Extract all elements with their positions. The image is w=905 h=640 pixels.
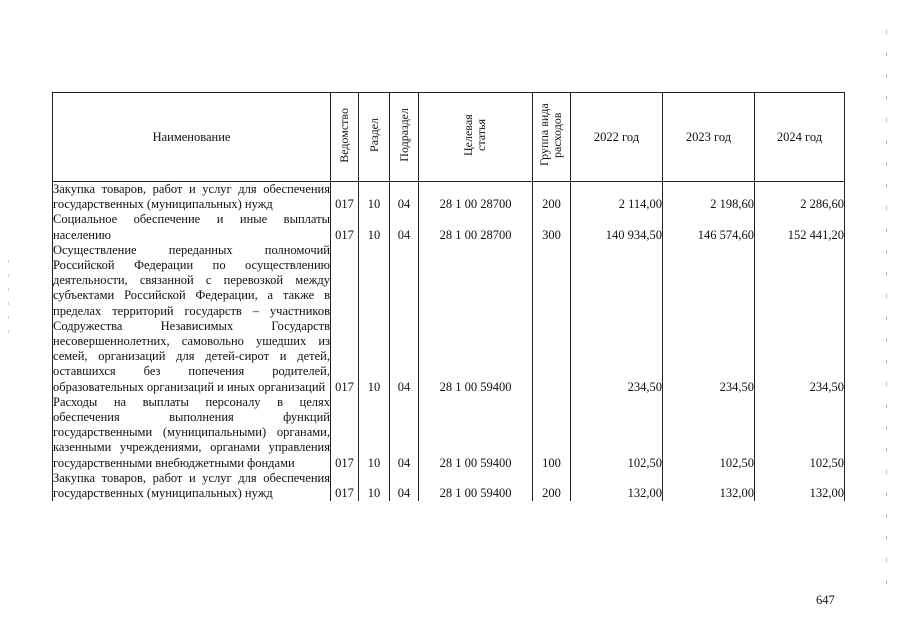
- row-2022: 102,50: [571, 395, 663, 471]
- header-subsection: Подраздел: [390, 93, 419, 182]
- table-row: [53, 182, 845, 213]
- row-2024: 234,50: [755, 243, 845, 395]
- row-target-article: 28 1 00 59400: [419, 243, 533, 395]
- row-target-article: 28 1 00 28700: [419, 182, 533, 213]
- row-subsection: 04: [390, 182, 419, 213]
- row-subsection: 04: [390, 471, 419, 501]
- row-section: 10: [359, 243, 390, 395]
- row-name: Расходы на выплаты персоналу в целях обеспечения выполнения функций государственными (муниципальными) органами, казенными учреждениями, органами управления государственными внебюджетными фондами: [53, 394, 330, 470]
- row-ministry: 017: [331, 212, 359, 242]
- row-expense-group: [533, 243, 571, 395]
- row-expense-group: 300: [533, 212, 571, 242]
- table-header-row: [53, 93, 845, 182]
- header-2022: 2022 год: [571, 93, 663, 182]
- row-expense-group: 100: [533, 395, 571, 471]
- header-2024: 2024 год: [755, 93, 845, 182]
- row-section: 10: [359, 471, 390, 501]
- row-name: Осуществление переданных полномочий Российской Федерации по осуществлению деятельности, связанной с перевозкой между субъектами Российской Федерации, а также в пределах территорий государств – участников Содружества Независимых Государств несовершеннолетних, самовольно ушедших из семей, организаций для детей-сирот и детей, оставшихся без попечения родителей, образовательных организаций и иных организаций: [53, 242, 330, 394]
- row-target-article: 28 1 00 59400: [419, 471, 533, 501]
- table-row: [53, 212, 845, 242]
- header-ministry: Ведомство: [331, 93, 359, 182]
- scan-artifact: [8, 260, 9, 340]
- row-name: Закупка товаров, работ и услуг для обеспечения государственных (муниципальных) нужд: [53, 182, 330, 212]
- row-2023: 146 574,60: [663, 212, 755, 242]
- table-row: [53, 395, 845, 471]
- row-2022: 234,50: [571, 243, 663, 395]
- header-target-article: Целевая статья: [419, 93, 533, 182]
- header-section: Раздел: [359, 93, 390, 182]
- row-name: Социальное обеспечение и иные выплаты населению: [53, 212, 330, 242]
- row-ministry: 017: [331, 471, 359, 501]
- table-row: [53, 471, 845, 501]
- row-2022: 132,00: [571, 471, 663, 501]
- page-number: 647: [816, 593, 835, 607]
- scan-artifact: [886, 30, 887, 600]
- budget-table: [52, 92, 845, 501]
- row-2023: 234,50: [663, 243, 755, 395]
- row-target-article: 28 1 00 28700: [419, 212, 533, 242]
- row-2023: 132,00: [663, 471, 755, 501]
- row-2024: 132,00: [755, 471, 845, 501]
- table-row: [53, 243, 845, 395]
- header-name: Наименование: [53, 93, 331, 182]
- row-subsection: 04: [390, 395, 419, 471]
- row-ministry: 017: [331, 182, 359, 213]
- row-ministry: 017: [331, 395, 359, 471]
- header-2023: 2023 год: [663, 93, 755, 182]
- row-2022: 140 934,50: [571, 212, 663, 242]
- row-subsection: 04: [390, 243, 419, 395]
- row-2023: 102,50: [663, 395, 755, 471]
- header-expense-group: Группа вида расходов: [533, 93, 571, 182]
- row-section: 10: [359, 182, 390, 213]
- row-target-article: 28 1 00 59400: [419, 395, 533, 471]
- row-2024: 102,50: [755, 395, 845, 471]
- row-2023: 2 198,60: [663, 182, 755, 213]
- row-expense-group: 200: [533, 471, 571, 501]
- row-2024: 152 441,20: [755, 212, 845, 242]
- row-expense-group: 200: [533, 182, 571, 213]
- row-section: 10: [359, 212, 390, 242]
- row-ministry: 017: [331, 243, 359, 395]
- row-name: Закупка товаров, работ и услуг для обеспечения государственных (муниципальных) нужд: [53, 470, 330, 501]
- row-2024: 2 286,60: [755, 182, 845, 213]
- row-2022: 2 114,00: [571, 182, 663, 213]
- row-subsection: 04: [390, 212, 419, 242]
- row-section: 10: [359, 395, 390, 471]
